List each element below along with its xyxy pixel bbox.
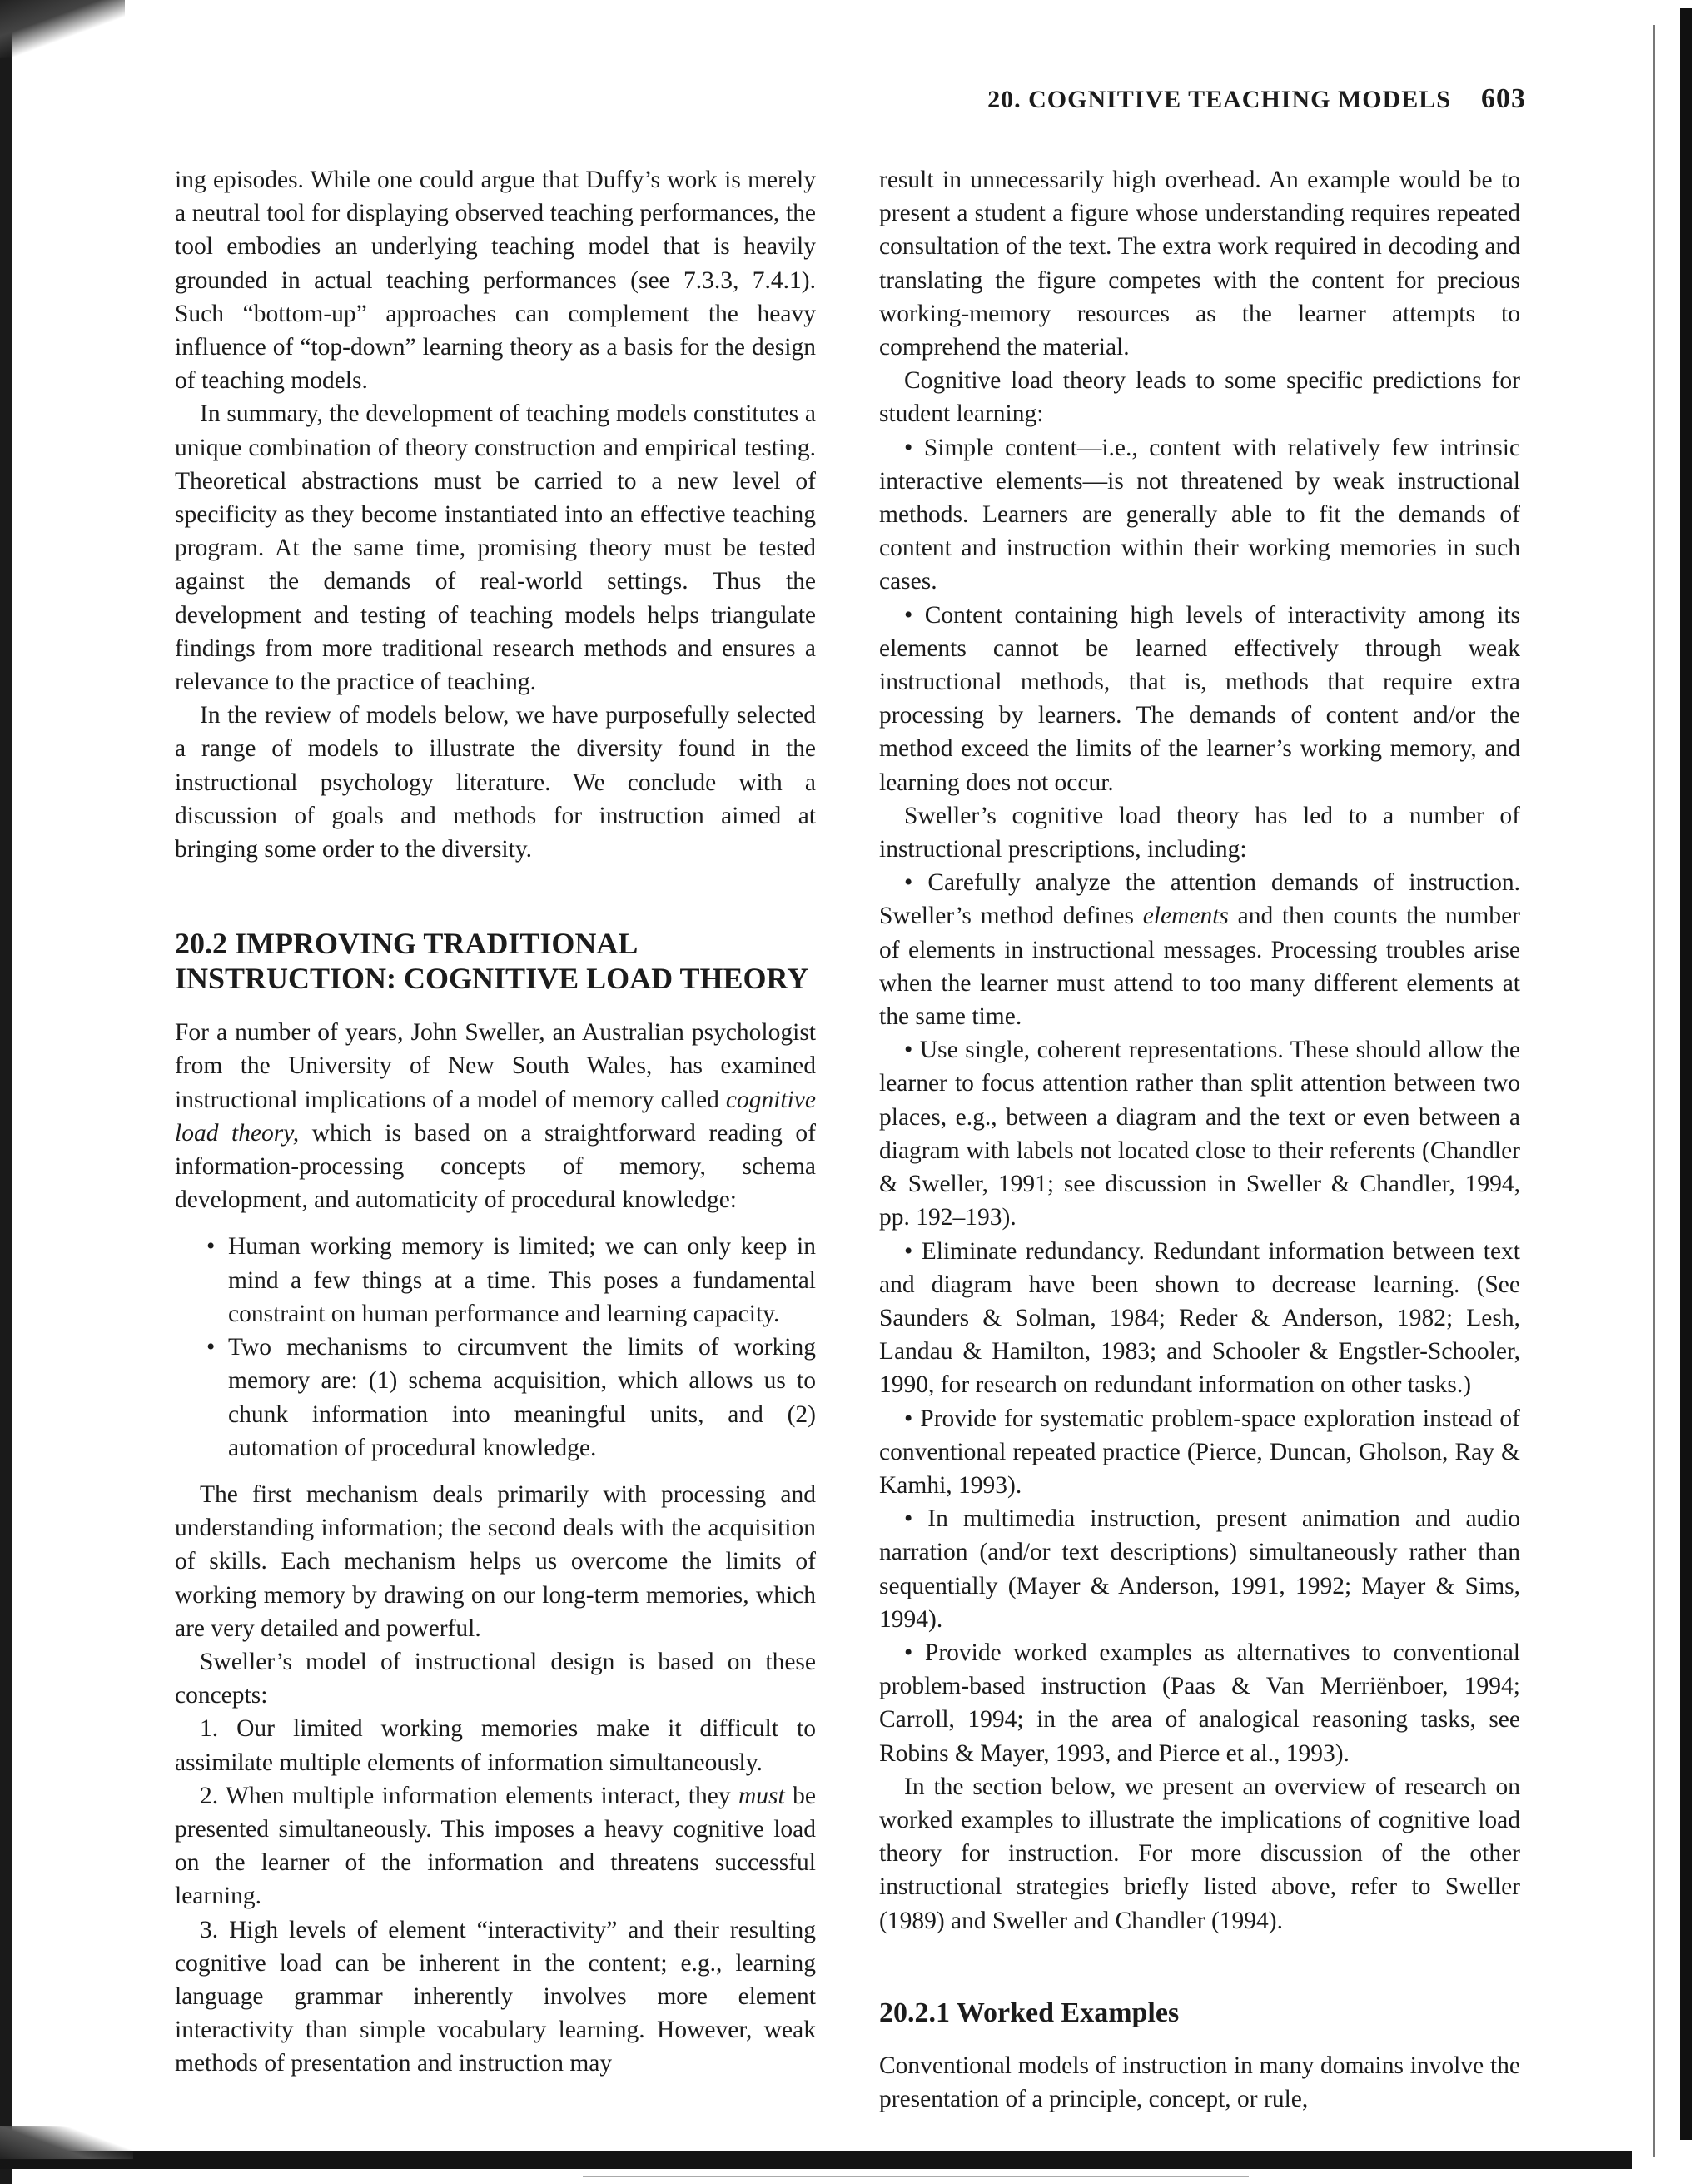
running-head-title: 20. COGNITIVE TEACHING MODELS xyxy=(987,86,1451,113)
section-heading: 20.2 IMPROVING TRADITIONAL INSTRUCTION: COGNITIVE LOAD THEORY xyxy=(175,927,809,996)
bullet-list xyxy=(175,1230,816,1464)
paragraph: result in unnecessarily high overhead. An example would be to present a student a figure whose understanding requires repeated consultation of the text. The extra work required in decoding and translating the figure competes with the content for precious working-memory resources as the learner attempts to comprehend the material. xyxy=(879,167,1520,361)
paragraph: The first mechanism deals primarily with processing and understanding information; the second deals with the acquisition of skills. Each mechanism helps us overcome the limits of working memory by drawing on our long-term memories, which are very detailed and powerful. xyxy=(175,1480,816,1642)
bullet-paragraph: • Content containing high levels of interactivity among its elements cannot be learned effectively through weak instructional methods, that is, methods that require extra processing by learners. The demands of content and/or the method exceed the limits of the learner’s working memory, and learning does not occur. xyxy=(879,601,1520,796)
list-item: • Human working memory is limited; we can only keep in mind a few things at a time. This poses a fundamental constraint on human performance and learning capacity. xyxy=(175,1230,816,1331)
text-run: • Carefully analyze the attention demands of instruction. Sweller’s method defines xyxy=(879,869,1520,930)
numbered-item xyxy=(175,1779,816,1913)
paragraph: In summary, the development of teaching models constitutes a unique combination of theory construction and empirical testing. Theoretical abstractions must be carried to a new level of specificity as they become instantiated into an effective teaching program. At the same time, promising theory must be tested against the demands of real-world settings. Thus the development and testing of teaching models helps triangulate findings from more traditional research methods and ensures a relevance to the practice of teaching. xyxy=(175,400,816,696)
text-run: be presented simultaneously. This imposes a heavy cognitive load on the learner of the information and threatens successful learning. xyxy=(175,1782,816,1910)
bullet-paragraph: • In multimedia instruction, present animation and audio narration (and/or text descriptions) simultaneously rather than sequentially (Mayer & Anderson, 1991, 1992; Mayer & Sims, 1994). xyxy=(879,1505,1520,1633)
paragraph: ing episodes. While one could argue that Duffy’s work is merely a neutral tool for displaying observed teaching performances, the tool embodies an underlying teaching model that is heavily grounded in actual teaching performances (see 7.3.3, 7.4.1). Such “bottom-up” approaches can complement the heavy influence of “top-down” learning theory as a basis for the design of teaching models. xyxy=(175,167,816,395)
scan-edge-right-line xyxy=(1653,25,1655,2157)
scan-corner-shadow xyxy=(0,0,125,58)
text-run: For a number of years, John Sweller, an Australian psychologist from the University of New South Wales, has examined instructional implications of a model of memory called xyxy=(175,1019,816,1113)
subsection-heading: 20.2.1 Worked Examples xyxy=(879,1997,1180,2028)
paragraph xyxy=(175,1016,816,1216)
numbered-item: 1. Our limited working memories make it difficult to assimilate multiple elements of information simultaneously. xyxy=(175,1715,816,1776)
scan-edge-left xyxy=(0,0,12,2184)
paragraph: Sweller’s cognitive load theory has led to a number of instructional prescriptions, including: xyxy=(879,802,1520,863)
bullet-paragraph xyxy=(879,866,1520,1033)
paragraph: Conventional models of instruction in many domains involve the presentation of a principle, concept, or rule, xyxy=(879,2052,1520,2112)
bullet-paragraph: • Eliminate redundancy. Redundant information between text and diagram have been shown to decrease learning. (See Saunders & Solman, 1984; Reder & Anderson, 1982; Lesh, Landau & Hamilton, 1983; and Schooler & Engstler-Schooler, 1990, for research on redundant information on other tasks.) xyxy=(879,1237,1520,1399)
bullet-paragraph: • Provide for systematic problem-space exploration instead of conventional repeated practice (Pierce, Duncan, Gholson, Ray & Kamhi, 1993). xyxy=(879,1405,1520,1499)
list-item: • Two mechanisms to circumvent the limits of working memory are: (1) schema acquisition, which allows us to chunk information into meaningful units, and (2) automation of procedural knowledge. xyxy=(175,1331,816,1465)
text-run: and then counts the number of elements in instructional messages. Processing troubles arise when the learner must attend to too many different elements at the same time. xyxy=(879,903,1520,1031)
scan-edge-right xyxy=(1680,8,1692,2140)
emphasis: must xyxy=(738,1782,785,1809)
bullet-paragraph: • Use single, coherent representations. These should allow the learner to focus attention rather than split attention between two places, e.g., between a diagram and the text or even between a diagram with labels not located close to their referents (Chandler & Sweller, 1991; see discussion in Sweller & Chandler, 1994, pp. 192–193). xyxy=(879,1037,1520,1231)
paragraph: In the review of models below, we have purposefully selected a range of models to illustrate the diversity found in the instructional psychology literature. We conclude with a discussion of goals and methods for instruction aimed at bringing some order to the diversity. xyxy=(175,702,816,863)
right-column xyxy=(879,163,1520,2116)
scan-edge-bottom xyxy=(0,2151,1632,2169)
text-run: which is based on a straightforward reading of information-processing concepts of memory, schema development, and automaticity of procedural knowledge: xyxy=(175,1119,816,1214)
running-head xyxy=(987,83,1526,115)
bullet-paragraph: • Simple content—i.e., content with relatively few intrinsic interactive elements—is not threatened by weak instructional methods. Learners are generally able to fit the demands of content and instruction within their working memories in such cases. xyxy=(879,434,1520,595)
paragraph: In the section below, we present an overview of research on worked examples to illustrate the implications of cognitive load theory for instruction. For more discussion of the other instructional strategies briefly listed above, refer to Sweller (1989) and Sweller and Chandler (1994). xyxy=(879,1773,1520,1934)
scan-corner-shadow-bottom xyxy=(0,2126,133,2159)
page-number: 603 xyxy=(1481,83,1526,114)
emphasis: cognitive load theory, xyxy=(175,1086,816,1147)
left-column xyxy=(175,163,816,2081)
scan-edge-bottom-line xyxy=(583,2176,1249,2177)
paragraph: Sweller’s model of instructional design is based on these concepts: xyxy=(175,1648,816,1709)
bullet-paragraph: • Provide worked examples as alternatives to conventional problem-based instruction (Paas & Van Merriënboer, 1994; Carroll, 1994; in the area of analogical reasoning tasks, see Robins & Mayer, 1993, and Pierce et al., 1993). xyxy=(879,1639,1520,1767)
numbered-item: 3. High levels of element “interactivity” and their resulting cognitive load can be inherent in the content; e.g., learning language grammar inherently involves more element interactivity than simple vocabulary learning. However, weak methods of presentation and instruction may xyxy=(175,1916,816,2077)
paragraph: Cognitive load theory leads to some specific predictions for student learning: xyxy=(879,367,1520,428)
text-run: 2. When multiple information elements interact, they xyxy=(200,1782,738,1809)
emphasis: elements xyxy=(1142,903,1229,930)
